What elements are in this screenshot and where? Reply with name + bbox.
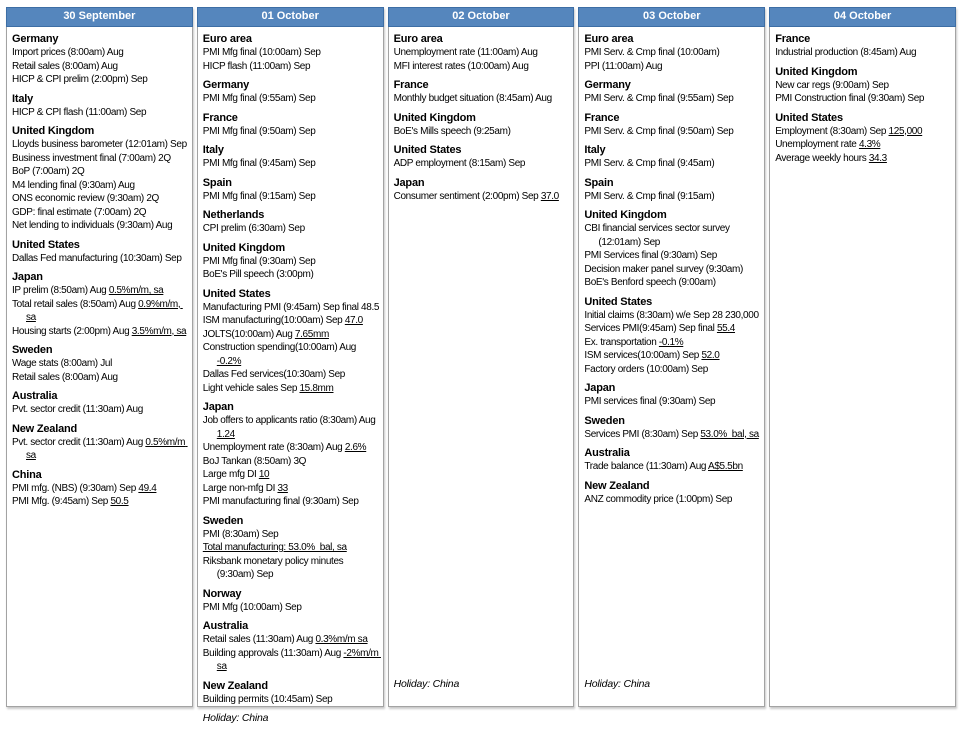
event-item: PMI Mfg final (9:15am) Sep	[202, 190, 316, 202]
event-value: 55.4	[716, 323, 736, 334]
event-item: M4 lending final (9:30am) Aug	[12, 179, 135, 191]
country-section	[584, 176, 761, 204]
country-section	[584, 208, 761, 290]
event-item: Large mfg DI 10	[202, 469, 270, 480]
event-item: Lloyds business barometer (12:01am) Sep	[12, 139, 187, 150]
column-body	[7, 27, 192, 706]
event-item: ISM services(10:00am) Sep 52.0	[584, 350, 720, 361]
event-value: 0.3%m/m sa	[315, 634, 368, 645]
country-section	[12, 389, 189, 417]
country-heading: France	[202, 111, 238, 124]
event-value: 0.9%m/m, sa	[26, 298, 183, 323]
country-section	[584, 111, 761, 139]
event-item: PMI manufacturing final (9:30am) Sep	[202, 496, 359, 507]
country-section	[584, 414, 761, 442]
day-column-5	[769, 7, 956, 707]
event-item: Services PMI (8:30am) Sep 53.0% bal, sa	[584, 428, 759, 440]
country-heading: Spain	[202, 176, 232, 189]
event-item: ONS economic review (9:30am) 2Q	[12, 193, 159, 204]
event-item: Wage stats (8:00am) Jul	[12, 358, 112, 369]
country-section	[584, 143, 761, 171]
column-body	[389, 27, 574, 706]
day-column-1	[6, 7, 193, 707]
event-item: HICP flash (11:00am) Sep	[202, 60, 311, 72]
event-item: CBI financial services sector survey (12:01am) Sep	[584, 223, 733, 248]
column-body	[770, 27, 955, 706]
country-heading: Japan	[12, 271, 43, 283]
event-item: PMI Construction final (9:30am) Sep	[775, 93, 925, 104]
country-section	[394, 32, 571, 73]
country-heading: Germany	[202, 79, 250, 91]
event-item: PMI Services final (9:30am) Sep	[584, 250, 717, 261]
event-value: 37.0	[540, 190, 559, 202]
country-heading: Sweden	[584, 414, 625, 427]
event-item: PMI Mfg final (9:30am) Sep	[202, 255, 316, 267]
event-value: 7.65mm	[294, 328, 329, 340]
country-heading: Norway	[202, 587, 242, 600]
event-item: Total retail sales (8:50am) Aug 0.9%m/m, sa	[12, 298, 183, 323]
event-item: ADP employment (8:15am) Sep	[393, 158, 526, 169]
event-item: New car regs (9:00am) Sep	[775, 79, 889, 91]
date-header: 01 October	[197, 7, 384, 27]
event-value: 47.0	[344, 315, 363, 326]
event-item: Net lending to individuals (9:30am) Aug	[12, 220, 173, 231]
event-value: 1.24	[216, 428, 235, 440]
date-header: 30 September	[6, 7, 193, 27]
country-heading: United Kingdom	[202, 241, 285, 254]
holiday-note: Holiday: China	[584, 678, 650, 690]
country-heading: United States	[775, 111, 843, 124]
event-item: PMI Mfg (10:00am) Sep	[202, 601, 302, 613]
event-value: 34.3	[868, 152, 887, 164]
event-item: BoE's Benford speech (9:00am)	[584, 277, 716, 288]
country-section	[203, 111, 380, 139]
event-item: Monthly budget situation (8:45am) Aug	[393, 93, 552, 104]
event-value: -0.2%	[216, 355, 242, 367]
event-item: Job offers to applicants ratio (8:30am) Aug 1.24	[202, 415, 378, 440]
country-heading: Spain	[584, 176, 614, 189]
country-section	[203, 208, 380, 236]
country-section	[775, 111, 952, 166]
country-heading: France	[584, 111, 620, 124]
event-item: Factory orders (10:00am) Sep	[584, 363, 708, 375]
event-item: Large non-mfg DI 33	[202, 482, 288, 494]
country-section	[203, 619, 380, 674]
event-item: GDP: final estimate (7:00am) 2Q	[12, 206, 147, 218]
country-heading: United Kingdom	[584, 209, 667, 221]
event-item: Services PMI(9:45am) Sep final 55.4	[584, 323, 736, 334]
event-item: PMI Mfg. (9:45am) Sep 50.5	[12, 496, 129, 507]
country-heading: United States	[584, 295, 653, 308]
country-heading: Sweden	[202, 514, 244, 527]
event-item: Riksbank monetary policy minutes (9:30am) Sep	[202, 555, 346, 580]
day-column-4	[578, 7, 765, 707]
event-item: Dallas Fed services(10:30am) Sep	[202, 369, 345, 380]
country-heading: Australia	[12, 390, 58, 402]
country-heading: New Zealand	[584, 479, 650, 492]
event-item: Ex. transportation -0.1%	[584, 336, 684, 348]
event-item: Building permits (10:45am) Sep	[202, 693, 333, 705]
event-item: Business investment final (7:00am) 2Q	[12, 152, 171, 164]
event-item: PMI Serv. & Cmp final (10:00am)	[584, 47, 720, 58]
country-heading: United Kingdom	[12, 125, 95, 137]
event-value: 4.3%	[858, 139, 881, 150]
country-heading: Japan	[202, 401, 234, 413]
event-item: PPI (11:00am) Aug	[584, 60, 663, 72]
date-header: 02 October	[388, 7, 575, 27]
country-section	[584, 295, 761, 377]
event-item: BoJ Tankan (8:50am) 3Q	[202, 455, 307, 467]
event-item: PMI Serv. & Cmp final (9:55am) Sep	[584, 93, 734, 104]
column-body	[579, 27, 764, 706]
event-item: Unemployment rate (8:30am) Aug 2.6%	[202, 442, 367, 453]
country-heading: New Zealand	[12, 422, 78, 435]
country-section	[203, 176, 380, 204]
country-heading: Germany	[12, 33, 59, 45]
country-section	[203, 400, 380, 509]
event-value: 2.6%	[344, 442, 367, 453]
country-heading: Germany	[584, 79, 631, 91]
event-item: PMI Mfg final (10:00am) Sep	[202, 47, 321, 58]
country-heading: Sweden	[12, 344, 53, 356]
event-item: ANZ commodity price (1:00pm) Sep	[584, 493, 733, 505]
country-section	[584, 32, 761, 73]
event-value: 15.8mm	[299, 382, 334, 394]
event-value: A$5.5bn	[708, 461, 743, 472]
country-section	[394, 143, 571, 171]
country-section	[203, 32, 380, 73]
country-section	[12, 270, 189, 338]
country-heading: United States	[12, 238, 80, 251]
country-section	[203, 679, 380, 707]
day-column-2	[197, 7, 384, 724]
country-heading: United Kingdom	[393, 111, 476, 124]
event-item: PMI Serv. & Cmp final (9:50am) Sep	[584, 125, 734, 137]
event-item: CPI prelim (6:30am) Sep	[202, 223, 305, 234]
country-section	[12, 92, 189, 120]
country-heading: United Kingdom	[775, 65, 858, 78]
event-item: HICP & CPI prelim (2:00pm) Sep	[12, 74, 148, 85]
country-heading: Italy	[202, 144, 224, 156]
country-section	[394, 176, 571, 204]
event-item: PMI Serv. & Cmp final (9:45am)	[584, 158, 715, 169]
event-item: Employment (8:30am) Sep 125,000	[775, 125, 923, 137]
date-header: 03 October	[578, 7, 765, 27]
country-section	[394, 78, 571, 106]
event-item: Pvt. sector credit (11:30am) Aug	[12, 404, 143, 415]
country-section	[203, 143, 380, 171]
country-heading: Euro area	[584, 33, 634, 45]
column-body	[198, 27, 383, 740]
country-heading: Euro area	[202, 33, 252, 45]
country-section	[584, 479, 761, 507]
event-value: 49.4	[138, 482, 157, 494]
event-item: Housing starts (2:00pm) Aug 3.5%m/m, sa	[12, 325, 187, 337]
country-heading: France	[393, 79, 429, 91]
country-heading: Australia	[584, 447, 630, 459]
event-item: Import prices (8:00am) Aug	[12, 47, 124, 58]
event-item: ISM manufacturing(10:00am) Sep 47.0	[202, 315, 363, 326]
country-section	[775, 65, 952, 106]
country-heading: Italy	[12, 92, 34, 105]
event-item: Decision maker panel survey (9:30am)	[584, 263, 743, 275]
event-value: 52.0	[701, 350, 720, 361]
holiday-note: Holiday: China	[202, 712, 269, 724]
country-heading: United States	[393, 144, 462, 156]
event-item: PMI Mfg final (9:45am) Sep	[202, 158, 316, 169]
event-item: Building approvals (11:30am) Aug -2%m/m sa	[202, 647, 381, 672]
event-value: 50.5	[110, 496, 129, 507]
country-heading: New Zealand	[202, 679, 268, 692]
country-section	[12, 238, 189, 266]
country-section	[203, 587, 380, 615]
event-value: 0.5%m/m sa	[26, 436, 188, 461]
event-item: Consumer sentiment (2:00pm) Sep 37.0	[393, 190, 559, 202]
event-item: Unemployment rate (11:00am) Aug	[393, 47, 538, 58]
event-item: BoE's Mills speech (9:25am)	[393, 125, 511, 137]
event-item: Construction spending(10:00am) Aug -0.2%	[202, 342, 359, 367]
country-section	[584, 78, 761, 106]
event-item: PMI Mfg final (9:55am) Sep	[202, 93, 316, 104]
event-item: BoE's Pill speech (3:00pm)	[202, 269, 314, 280]
country-section	[12, 422, 189, 463]
event-item: PMI (8:30am) Sep	[202, 528, 279, 540]
country-heading: China	[12, 468, 42, 481]
event-item	[203, 541, 380, 555]
event-item: Initial claims (8:30am) w/e Sep 28 230,000	[584, 309, 759, 321]
event-item: JOLTS(10:00am) Aug 7.65mm	[202, 328, 329, 340]
event-item: IP prelim (8:50am) Aug 0.5%m/m, sa	[12, 285, 164, 296]
country-section	[12, 124, 189, 233]
country-section	[584, 446, 761, 474]
country-heading: Japan	[393, 176, 425, 189]
event-item: Retail sales (11:30am) Aug 0.3%m/m sa	[202, 634, 368, 645]
country-section	[12, 468, 189, 509]
event-value: 125,000	[888, 125, 923, 137]
day-column-3	[388, 7, 575, 707]
country-heading: United States	[202, 287, 271, 300]
event-item: HICP & CPI flash (11:00am) Sep	[12, 106, 147, 118]
event-item: BoP (7:00am) 2Q	[12, 166, 85, 177]
event-value: 3.5%m/m, sa	[131, 325, 187, 337]
event-item: Dallas Fed manufacturing (10:30am) Sep	[12, 252, 182, 264]
country-section	[203, 514, 380, 582]
event-item: Retail sales (8:00am) Aug	[12, 60, 118, 72]
country-heading: Netherlands	[202, 209, 265, 221]
country-section	[203, 241, 380, 282]
date-header: 04 October	[769, 7, 956, 27]
event-item: PMI Mfg final (9:50am) Sep	[202, 125, 316, 137]
country-heading: France	[775, 33, 811, 45]
event-value: 33	[277, 482, 288, 494]
country-section	[394, 111, 571, 139]
event-item: Average weekly hours 34.3	[775, 152, 887, 164]
event-item: PMI Serv. & Cmp final (9:15am)	[584, 190, 715, 202]
event-item: PMI mfg. (NBS) (9:30am) Sep 49.4	[12, 482, 157, 494]
country-heading: Italy	[584, 144, 606, 156]
country-section	[584, 381, 761, 409]
event-value: -0.1%	[658, 336, 684, 348]
holiday-note: Holiday: China	[393, 678, 460, 690]
event-item: Retail sales (8:00am) Aug	[12, 371, 118, 383]
event-item: Light vehicle sales Sep 15.8mm	[202, 382, 334, 394]
event-item: Industrial production (8:45am) Aug	[775, 47, 917, 58]
country-section	[12, 343, 189, 384]
event-value: -2%m/m sa	[216, 647, 381, 672]
event-value: Total manufacturing: 53.0% bal, sa	[202, 542, 347, 553]
country-section	[203, 78, 380, 106]
event-value: 10	[258, 469, 270, 480]
country-heading: Japan	[584, 382, 616, 394]
event-item: Manufacturing PMI (9:45am) Sep final 48.5	[202, 301, 380, 313]
event-item: Trade balance (11:30am) Aug A$5.5bn	[584, 461, 743, 472]
country-heading: Euro area	[393, 33, 443, 45]
country-section	[203, 287, 380, 396]
event-item: Unemployment rate 4.3%	[775, 139, 881, 150]
country-heading: Australia	[202, 620, 249, 632]
country-section	[775, 32, 952, 60]
event-item: PMI services final (9:30am) Sep	[584, 396, 716, 407]
country-section	[12, 32, 189, 87]
event-item: MFI interest rates (10:00am) Aug	[393, 60, 529, 72]
event-item: Pvt. sector credit (11:30am) Aug 0.5%m/m sa	[12, 436, 188, 461]
event-value: 0.5%m/m, sa	[108, 285, 164, 296]
event-value: 53.0% bal, sa	[700, 428, 759, 440]
